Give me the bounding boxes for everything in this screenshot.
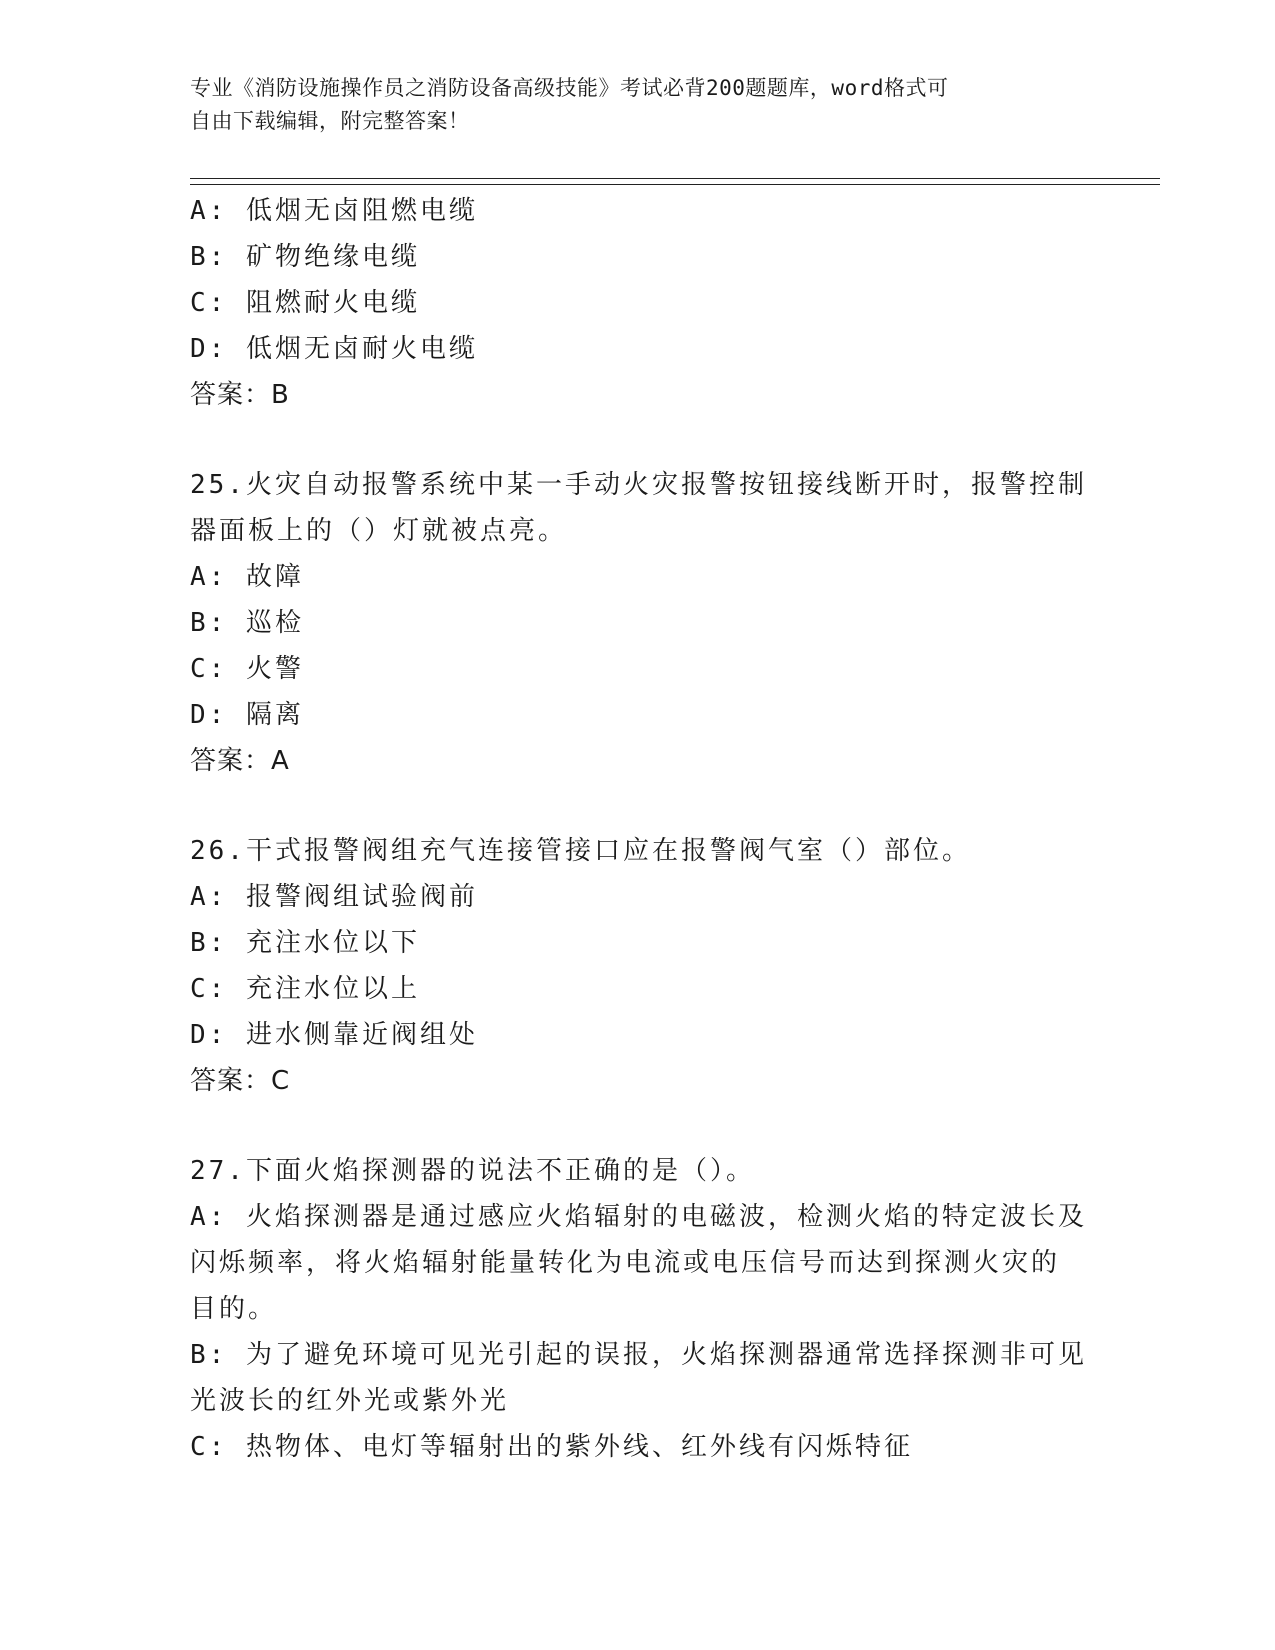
question-stem-line-2: 器面板上的（）灯就被点亮。 [190,516,568,546]
option-a-line-2: 闪烁频率，将火焰辐射能量转化为电流或电压信号而达到探测火灾的 [190,1248,1061,1278]
option-a: A: 故障 [190,562,304,592]
option-a-line-1: A: 火焰探测器是通过感应火焰辐射的电磁波，检测火焰的特定波长及 [190,1202,1087,1232]
option-d: D: 隔离 [190,700,304,730]
question-26 [190,828,1090,1104]
option-a: A: 报警阀组试验阀前 [190,882,478,912]
option-b: B: 巡检 [190,608,304,638]
option-b: B: 矿物绝缘电缆 [190,242,420,272]
option-a: A: 低烟无卤阻燃电缆 [190,196,478,226]
header-title-line-2: 自由下载编辑，附完整答案！ [190,109,470,133]
option-b: B: 充注水位以下 [190,928,420,958]
option-a-line-3: 目的。 [190,1294,278,1324]
option-d: D: 进水侧靠近阀组处 [190,1020,478,1050]
question-stem: 26.干式报警阀组充气连接管接口应在报警阀气室（）部位。 [190,836,971,866]
option-c: C: 火警 [190,654,304,684]
answer: 答案：C [190,1066,291,1096]
question-list [190,188,1090,1470]
question-24 [190,188,1090,418]
question-stem: 27.下面火焰探测器的说法不正确的是（）。 [190,1156,755,1186]
header-title-line-1: 专业《消防设施操作员之消防设备高级技能》考试必背200题题库，word格式可 [190,76,949,100]
option-c: C: 充注水位以上 [190,974,420,1004]
document-header [190,72,1090,138]
answer: 答案：A [190,746,290,776]
answer: 答案：B [190,380,290,410]
header-divider-bottom [190,184,1160,185]
header-divider-top [190,178,1160,179]
question-25 [190,462,1090,784]
option-b-line-2: 光波长的红外光或紫外光 [190,1386,510,1416]
option-c: C: 热物体、电灯等辐射出的紫外线、红外线有闪烁特征 [190,1432,913,1462]
option-b-line-1: B: 为了避免环境可见光引起的误报，火焰探测器通常选择探测非可见 [190,1340,1087,1370]
option-c: C: 阻燃耐火电缆 [190,288,420,318]
option-d: D: 低烟无卤耐火电缆 [190,334,478,364]
question-27 [190,1148,1090,1470]
question-stem-line-1: 25.火灾自动报警系统中某一手动火灾报警按钮接线断开时，报警控制 [190,470,1087,500]
